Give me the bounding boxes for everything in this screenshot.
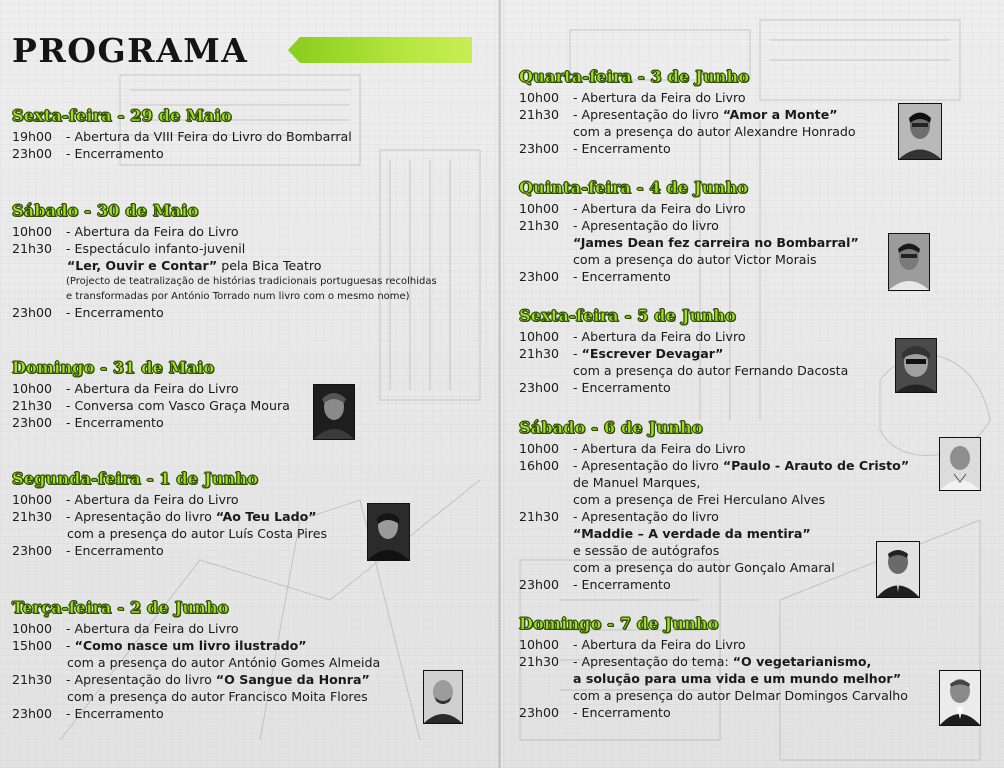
event-note: e transformadas por António Torrado num livro com o mesmo nome)	[66, 291, 410, 302]
day-section-saturday-6	[519, 418, 909, 593]
schedule-row: 10h00 - Abertura da Feira do Livro	[12, 381, 239, 396]
event-detail: com a presença de Frei Herculano Alves	[573, 492, 826, 507]
event-detail: com a presença do autor Alexandre Honrado	[573, 124, 856, 139]
schedule-row: 21h30 - Apresentação do tema: “O vegetarianismo,	[519, 654, 872, 669]
day-heading: Domingo - 7 de Junho	[519, 614, 719, 633]
schedule-row: 10h00 - Abertura da Feira do Livro	[519, 441, 746, 456]
schedule-row: 16h00 - Apresentação do livro “Paulo - Arauto de Cristo”	[519, 458, 910, 473]
day-heading: Sábado - 30 de Maio	[12, 201, 199, 220]
day-heading: Sábado - 6 de Junho	[519, 418, 703, 437]
schedule-row: 23h00 - Encerramento	[12, 543, 164, 558]
day-heading: Segunda-feira - 1 de Junho	[12, 469, 259, 488]
author-photo	[939, 670, 981, 726]
day-section-wednesday-3	[519, 67, 856, 157]
schedule-row: 10h00 - Abertura da Feira do Livro	[519, 329, 746, 344]
day-section-saturday-30	[12, 201, 437, 321]
day-heading: Quinta-feira - 4 de Junho	[519, 178, 749, 197]
day-heading: Sexta-feira - 5 de Junho	[519, 306, 736, 325]
day-heading: Quarta-feira - 3 de Junho	[519, 67, 750, 86]
title-block	[10, 31, 475, 70]
schedule-row: 21h30 - Apresentação do livro	[519, 509, 719, 524]
event-detail: com a presença do autor Victor Morais	[573, 252, 817, 267]
schedule-row: 21h30 - Conversa com Vasco Graça Moura	[12, 398, 290, 413]
schedule-row: 10h00 - Abertura da Feira do Livro	[12, 621, 239, 636]
schedule-row: 23h00 - Encerramento	[12, 706, 164, 721]
schedule-row: 10h00 - Abertura da Feira do Livro	[519, 90, 746, 105]
event-detail: e sessão de autógrafos	[573, 543, 720, 558]
day-section-thursday-4	[519, 178, 859, 285]
schedule-row: 19h00 - Abertura da VIII Feira do Livro do Bombarral	[12, 129, 352, 144]
event-detail: “Maddie – A verdade da mentira”	[573, 526, 811, 541]
author-photo	[895, 338, 937, 393]
schedule-row: 21h30 - Apresentação do livro “Amor a Monte”	[519, 107, 838, 122]
schedule-row: 21h30 - Espectáculo infanto-juvenil	[12, 241, 246, 256]
author-photo	[898, 103, 942, 160]
day-section-monday-1	[12, 469, 327, 559]
day-heading: Domingo - 31 de Maio	[12, 358, 215, 377]
schedule-row: 23h00 - Encerramento	[519, 577, 671, 592]
author-photo	[888, 233, 930, 291]
day-section-sunday-31	[12, 358, 290, 431]
author-photo	[313, 384, 355, 440]
day-heading: Sexta-feira - 29 de Maio	[12, 106, 232, 125]
day-section-tuesday-2	[12, 598, 380, 722]
schedule-row: 10h00 - Abertura da Feira do Livro	[519, 637, 746, 652]
event-detail: com a presença do autor Fernando Dacosta	[573, 363, 849, 378]
event-detail: a solução para uma vida e um mundo melhor”	[573, 671, 902, 686]
schedule-row: 23h00 - Encerramento	[12, 146, 164, 161]
event-detail: “Ler, Ouvir e Contar” pela Bica Teatro	[67, 258, 322, 273]
schedule-row: 23h00 - Encerramento	[519, 380, 671, 395]
schedule-row: 15h00 - “Como nasce um livro ilustrado”	[12, 638, 307, 653]
schedule-row: 23h00 - Encerramento	[12, 415, 164, 430]
schedule-row: 21h30 - Apresentação do livro	[519, 218, 719, 233]
schedule-row: 21h30 - Apresentação do livro “O Sangue da Honra”	[12, 672, 370, 687]
day-section-sunday-7	[519, 614, 908, 721]
author-photo	[939, 437, 981, 491]
schedule-row: 10h00 - Abertura da Feira do Livro	[12, 224, 239, 239]
title-accent-bar	[300, 37, 472, 63]
schedule-row: 23h00 - Encerramento	[519, 141, 671, 156]
author-photo	[876, 541, 920, 598]
author-photo	[367, 503, 410, 561]
event-detail: com a presença do autor Delmar Domingos Carvalho	[573, 688, 908, 703]
schedule-row: 23h00 - Encerramento	[519, 705, 671, 720]
schedule-row: 23h00 - Encerramento	[12, 305, 164, 320]
event-detail: com a presença do autor António Gomes Almeida	[67, 655, 381, 670]
schedule-row: 10h00 - Abertura da Feira do Livro	[12, 492, 239, 507]
schedule-row: 10h00 - Abertura da Feira do Livro	[519, 201, 746, 216]
day-heading: Terça-feira - 2 de Junho	[12, 598, 229, 617]
event-note: (Projecto de teatralização de histórias tradicionais portuguesas recolhidas	[66, 276, 437, 287]
event-detail: com a presença do autor Gonçalo Amaral	[573, 560, 835, 575]
day-section-friday-5	[519, 306, 848, 396]
schedule-row: 23h00 - Encerramento	[519, 269, 671, 284]
page-fold	[498, 0, 504, 768]
event-detail: com a presença do autor Francisco Moita Flores	[67, 689, 368, 704]
event-detail: “James Dean fez carreira no Bombarral”	[573, 235, 859, 250]
author-photo	[423, 670, 463, 724]
schedule-row: 21h30 - “Escrever Devagar”	[519, 346, 724, 361]
day-section-friday-29	[12, 106, 352, 162]
event-detail: com a presença do autor Luís Costa Pires	[67, 526, 328, 541]
event-detail: de Manuel Marques,	[573, 475, 701, 490]
schedule-row: 21h30 - Apresentação do livro “Ao Teu Lado”	[12, 509, 317, 524]
page-title: PROGRAMA	[12, 31, 249, 70]
